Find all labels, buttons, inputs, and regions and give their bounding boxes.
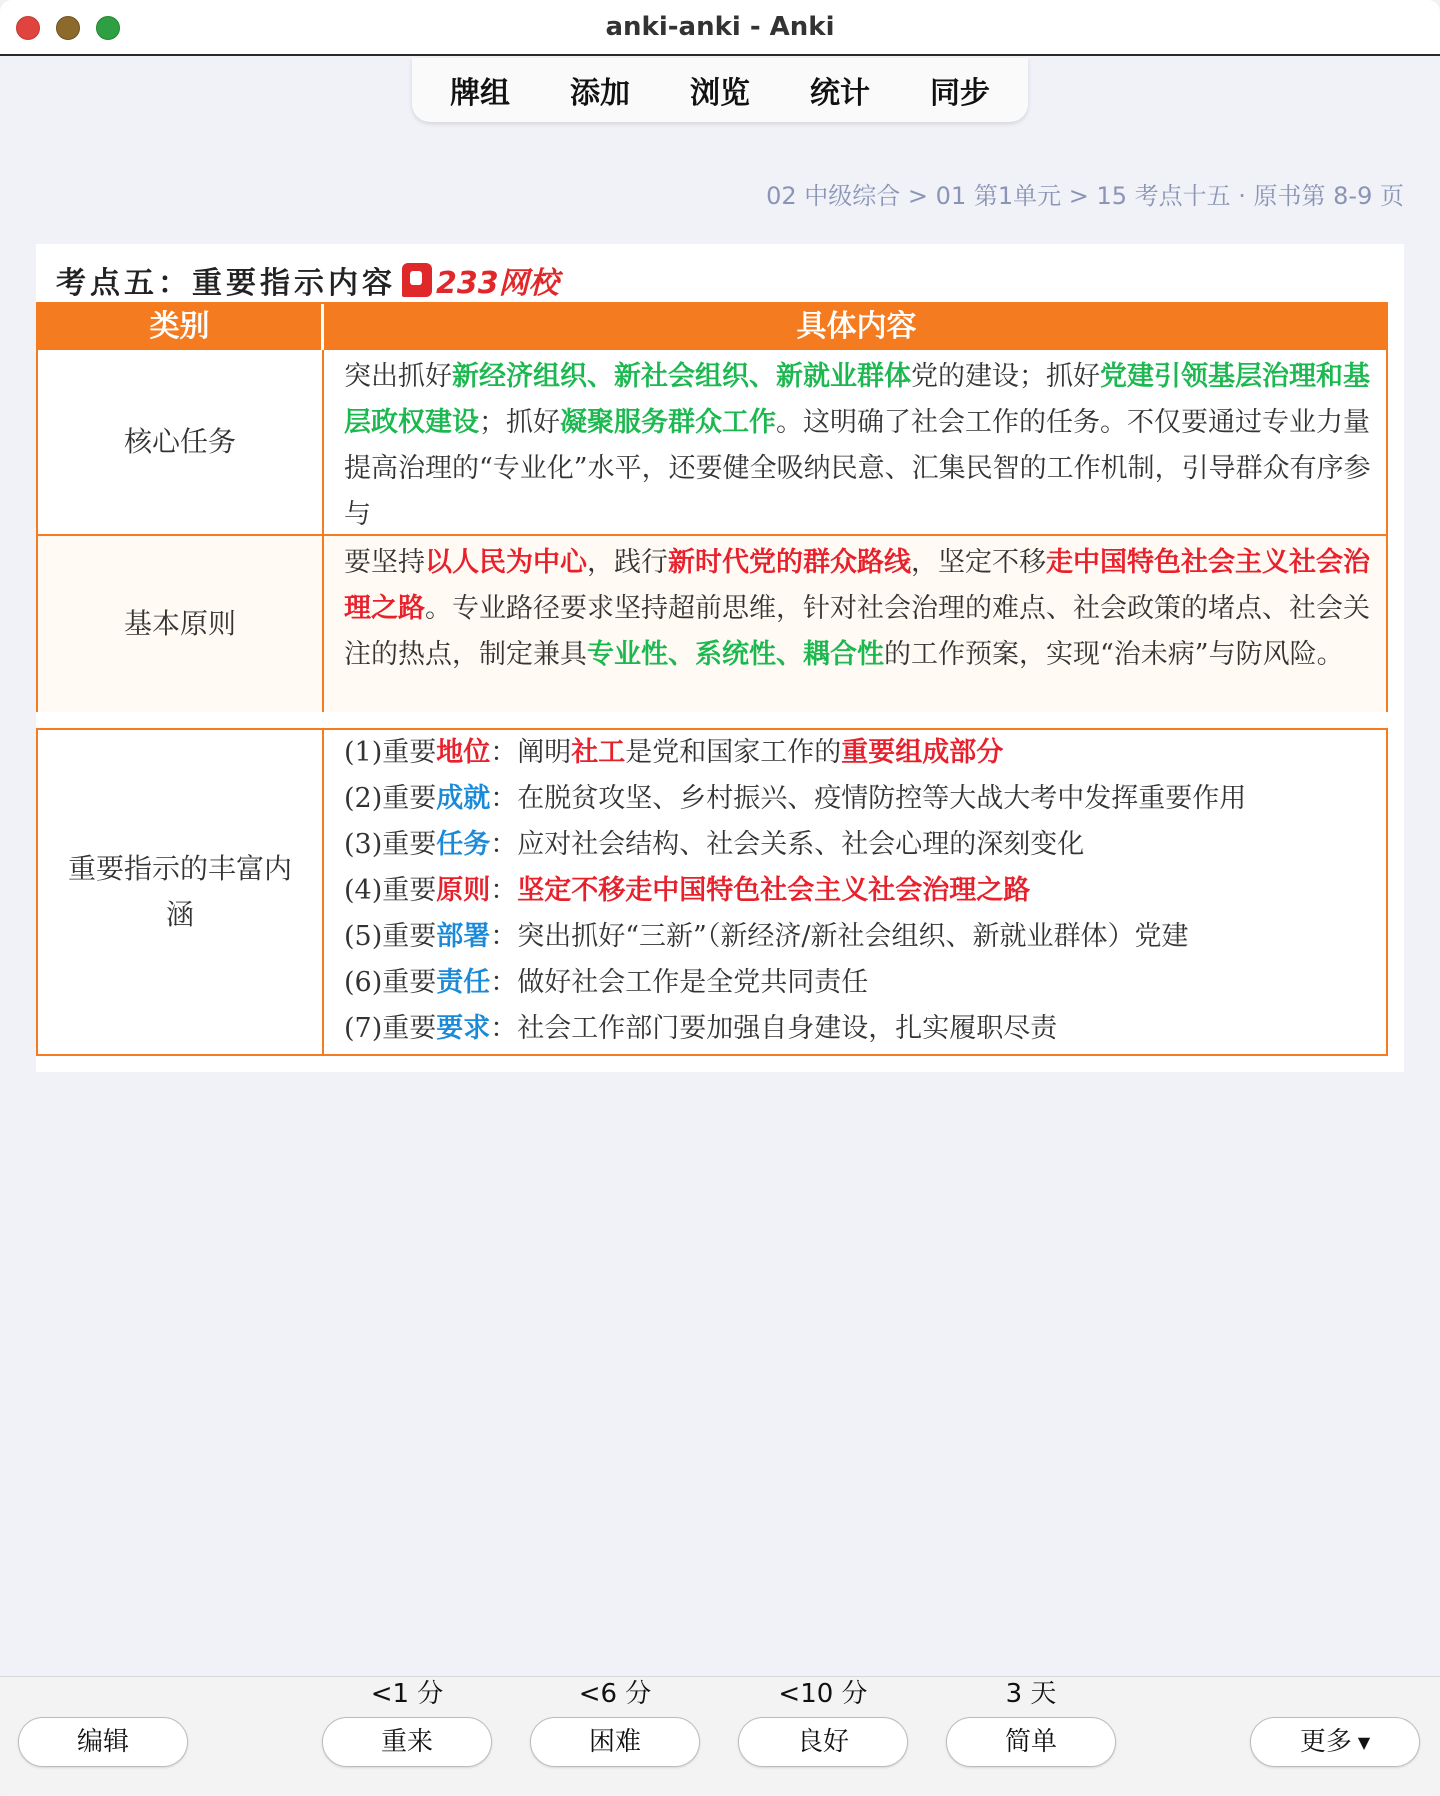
title-bar	[0, 0, 1440, 56]
again-button[interactable]: 重来	[322, 1717, 492, 1767]
text-segment: 党建引领基层治理和基层政权建设	[344, 361, 1370, 438]
text-segment: 社会工作部门要加强自身建设，扎实履职尽责	[517, 1013, 1058, 1044]
main-toolbar	[412, 58, 1028, 122]
text-segment: (5)重要	[344, 921, 437, 952]
text-segment: 做好社会工作是全党共同责任	[517, 967, 869, 998]
toolbar-sync[interactable]: 同步	[930, 76, 990, 111]
text-segment: 责任	[436, 967, 491, 998]
text-segment: ，坚定不移	[911, 547, 1046, 578]
rich-content-table	[36, 728, 1388, 1056]
toolbar-add[interactable]: 添加	[570, 76, 630, 111]
text-segment: ：	[490, 783, 518, 814]
list-item	[344, 868, 1372, 914]
text-segment: 重要组成部分	[841, 737, 1004, 768]
toolbar-browse[interactable]: 浏览	[690, 76, 750, 111]
text-segment: 新经济组织、新社会组织、新就业群体	[452, 361, 911, 392]
table-row	[38, 730, 1386, 1054]
list-item	[344, 960, 1372, 1006]
good-interval: <10 分	[778, 1679, 868, 1709]
text-segment: 。这明确了社会工作的任务。不仅要通过专业力量提高治理的“专业化”水平，还要健全吸纳民意、汇集民智的工作机制，引导群众有序参与	[344, 407, 1371, 530]
text-segment: 要坚持	[344, 547, 425, 578]
text-segment: 是党和国家工作的	[625, 737, 842, 768]
list-item	[344, 730, 1372, 776]
good-button[interactable]: 良好	[738, 1717, 908, 1767]
more-label: 更多	[1299, 1727, 1352, 1757]
hard-button[interactable]: 困难	[530, 1717, 700, 1767]
easy-interval: 3 天	[1005, 1679, 1057, 1709]
heading-text: 考点五：重要指示内容	[56, 266, 396, 301]
text-segment: ：	[490, 967, 518, 998]
window-title: anki-anki - Anki	[605, 12, 835, 42]
rich-list	[326, 730, 1386, 1054]
card-heading	[56, 258, 559, 302]
again-interval: <1 分	[370, 1679, 444, 1709]
text-segment: 地位	[436, 737, 491, 768]
answer-bar	[0, 1676, 1440, 1796]
text-segment: ：	[490, 1013, 518, 1044]
text-segment: ：	[490, 921, 518, 952]
row-text	[326, 350, 1386, 534]
text-segment: 在脱贫攻坚、乡村振兴、疫情防控等大战大考中发挥重要作用	[517, 783, 1247, 814]
text-segment: (2)重要	[344, 783, 437, 814]
table-header	[38, 304, 1386, 350]
toolbar-stats[interactable]: 统计	[810, 76, 870, 111]
row-text	[326, 536, 1386, 712]
text-segment: 突出抓好“三新”（新经济/新社会组织、新就业群体）党建	[517, 921, 1189, 952]
text-segment: 应对社会结构、社会关系、社会心理的深刻变化	[517, 829, 1085, 860]
hard-interval: <6 分	[578, 1679, 652, 1709]
text-segment: 部署	[436, 921, 491, 952]
text-segment: (4)重要	[344, 875, 437, 906]
text-segment: 新时代党的群众路线	[668, 547, 911, 578]
header-content: 具体内容	[796, 309, 917, 344]
text-segment: 凝聚服务群众工作	[560, 407, 776, 438]
header-category: 类别	[38, 304, 324, 350]
list-item	[344, 1006, 1372, 1052]
table-row	[38, 536, 1386, 712]
more-button[interactable]	[1250, 1717, 1420, 1767]
card-content	[36, 244, 1404, 1072]
list-item	[344, 822, 1372, 868]
table-row	[38, 350, 1386, 536]
text-segment: 的工作预案，实现“治未病”与防风险。	[884, 639, 1344, 670]
text-segment: 成就	[436, 783, 491, 814]
breadcrumb: 02 中级综合 > 01 第1单元 > 15 考点十五 · 原书第 8-9 页	[766, 182, 1404, 210]
text-segment: 坚定不移走中国特色社会主义社会治理之路	[517, 875, 1031, 906]
chevron-down-icon: ▼	[1357, 1732, 1371, 1752]
text-segment: 。专业路径要求坚持超前思维，针对社会治理的难点、社会政策的堵点、社会关注的热点，制定兼具	[344, 593, 1370, 670]
edit-button[interactable]: 编辑	[18, 1717, 188, 1767]
text-segment: (6)重要	[344, 967, 437, 998]
text-segment: (3)重要	[344, 829, 437, 860]
text-segment: 以人民为中心	[425, 547, 587, 578]
text-segment: 阐明	[517, 737, 572, 768]
text-segment: 专业性、系统性、耦合性	[587, 639, 884, 670]
list-item	[344, 776, 1372, 822]
text-segment: (7)重要	[344, 1013, 437, 1044]
list-item	[344, 914, 1372, 960]
row-label: 基本原则	[38, 536, 324, 712]
logo	[402, 258, 559, 302]
text-segment: 原则	[436, 875, 491, 906]
toolbar-decks[interactable]: 牌组	[450, 76, 510, 111]
text-segment: 党的建设；抓好	[911, 361, 1100, 392]
logo-icon	[402, 263, 432, 297]
text-segment: 要求	[436, 1013, 491, 1044]
text-segment: (1)重要	[344, 737, 437, 768]
row-label: 重要指示的丰富内涵	[38, 730, 324, 1054]
easy-button[interactable]: 简单	[946, 1717, 1116, 1767]
text-segment: 任务	[436, 829, 491, 860]
content-table	[36, 302, 1388, 712]
text-segment: ，践行	[587, 547, 668, 578]
text-segment: ：	[490, 737, 518, 768]
text-segment: 突出抓好	[344, 361, 452, 392]
text-segment: 走中国特色社会主义社会治理之路	[344, 547, 1370, 624]
text-segment: ：	[490, 829, 518, 860]
text-segment: ；抓好	[479, 407, 560, 438]
text-segment: ：	[490, 875, 518, 906]
row-label: 核心任务	[38, 350, 324, 534]
text-segment: 社工	[571, 737, 626, 768]
logo-text: 233网校	[436, 266, 559, 301]
